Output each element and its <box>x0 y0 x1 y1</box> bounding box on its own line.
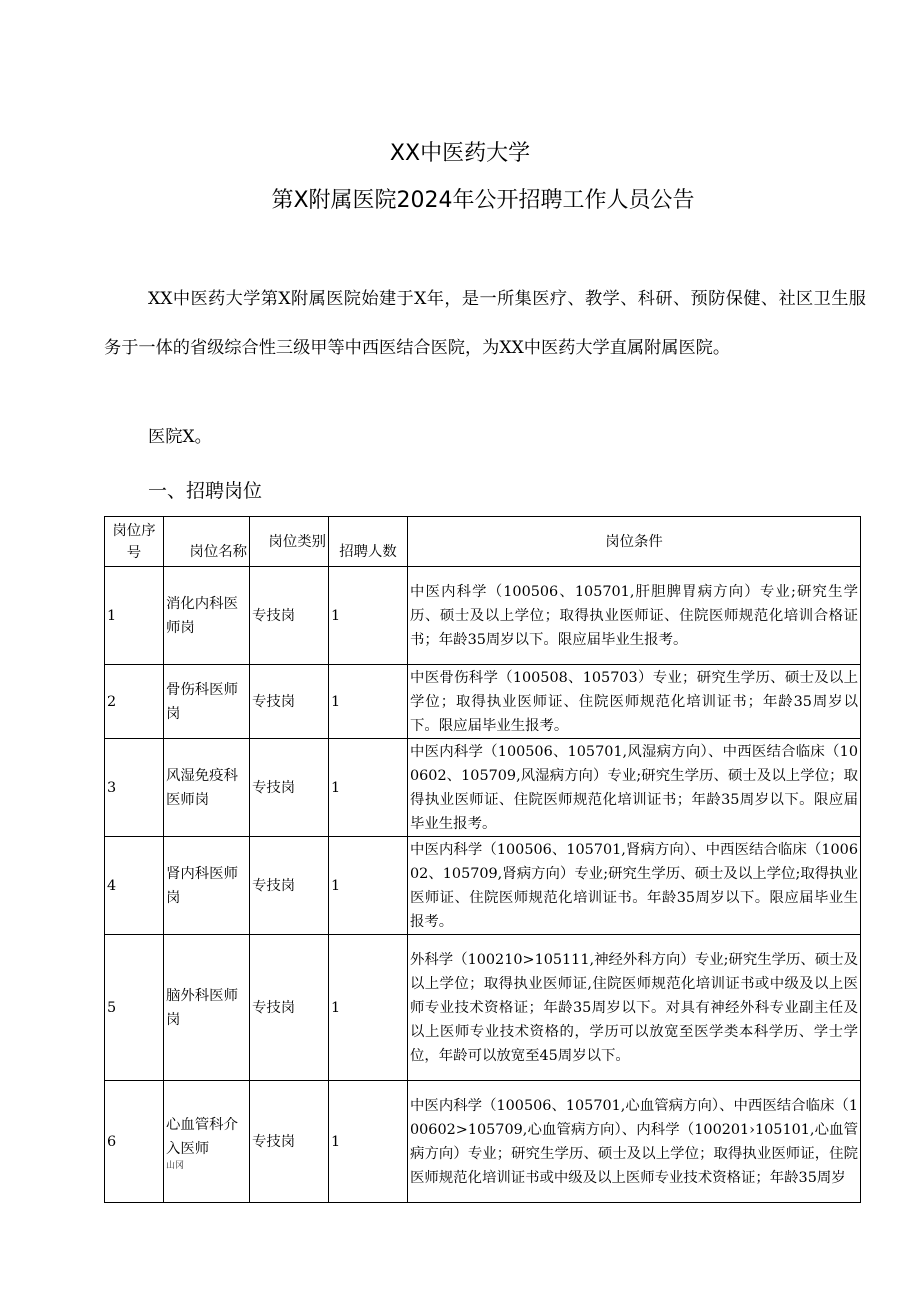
row-count: 1 <box>329 567 408 665</box>
section-heading: 一、招聘岗位 <box>148 480 263 502</box>
row-name-cell <box>164 1081 250 1203</box>
title-line-1: XX中医药大学 <box>389 141 531 166</box>
row-seq: 2 <box>105 665 164 739</box>
row-seq: 1 <box>105 567 164 665</box>
row-category: 专技岗 <box>250 935 329 1081</box>
table-row <box>105 935 861 1081</box>
title-line-2: 第X附属医院2024年公开招聘工作人员公告 <box>271 188 695 213</box>
row-conditions: 中医内科学（100506、105701,风湿病方向）、中西医结合临床（100602、105709,风湿病方向）专业;研究生学历、硕士及以上学位；取得执业医师证、住院医师规范化培训证书；年龄35周岁以下。限应届毕业生报考。 <box>408 739 861 837</box>
table-row <box>105 665 861 739</box>
row-seq: 3 <box>105 739 164 837</box>
header-count: 招聘人数 <box>329 517 408 567</box>
header-conditions: 岗位条件 <box>408 517 861 567</box>
row-category: 专技岗 <box>250 1081 329 1203</box>
row-count: 1 <box>329 935 408 1081</box>
row-name: 骨伤科医师岗 <box>164 665 250 739</box>
row-count: 1 <box>329 837 408 935</box>
row-count: 1 <box>329 739 408 837</box>
table-row <box>105 1081 861 1203</box>
header-category: 岗位类别 <box>250 517 329 567</box>
row-name-tail: 山冈 <box>166 1160 185 1171</box>
row-count: 1 <box>329 1081 408 1203</box>
row-category: 专技岗 <box>250 739 329 837</box>
row-category: 专技岗 <box>250 837 329 935</box>
positions-table <box>104 516 861 1203</box>
note-paragraph: 医院X。 <box>148 427 212 447</box>
row-category: 专技岗 <box>250 665 329 739</box>
row-conditions: 外科学（100210>105111,神经外科方向）专业;研究生学历、硕士及以上学位；取得执业医师证,住院医师规范化培训证书或中级及以上医师专业技术资格证；年龄35周岁以下。对具有神经外科专业副主任及以上医师专业技术资格的，学历可以放宽至医学类本科学历、学士学位，年龄可以放宽至45周岁以下。 <box>408 935 861 1081</box>
row-count: 1 <box>329 665 408 739</box>
row-seq: 5 <box>105 935 164 1081</box>
table-header-row <box>105 517 861 567</box>
header-seq: 岗位序号 <box>105 517 164 567</box>
row-category: 专技岗 <box>250 567 329 665</box>
row-conditions: 中医内科学（100506、105701,心血管病方向）、中西医结合临床（100602>105709,心血管病方向）、内科学（100201›105101,心血管病方向）专业；研究生学历、硕士及以上学位；取得执业医师证，住院医师规范化培训证书或中级及以上医师专业技术资格证；年龄35周岁 <box>408 1081 861 1203</box>
row-name: 心血管科介入医师 <box>166 1116 238 1157</box>
row-conditions: 中医内科学（100506、105701,肝胆脾胃病方向）专业;研究生学历、硕士及以上学位；取得执业医师证、住院医师规范化培训合格证书；年龄35周岁以下。限应届毕业生报考。 <box>408 567 861 665</box>
header-name: 岗位名称 <box>164 517 250 567</box>
row-seq: 6 <box>105 1081 164 1203</box>
row-conditions: 中医内科学（100506、105701,肾病方向）、中西医结合临床（100602、105709,肾病方向）专业;研究生学历、硕士及以上学位;取得执业医师证、住院医师规范化培训证书。年龄35周岁以下。限应届毕业生报考。 <box>408 837 861 935</box>
table-row <box>105 837 861 935</box>
table-row <box>105 739 861 837</box>
table-row <box>105 567 861 665</box>
intro-paragraph: XX中医药大学第X附属医院始建于X年，是一所集医疗、教学、科研、预防保健、社区卫生服务于一体的省级综合性三级甲等中西医结合医院，为XX中医药大学直属附属医院。 <box>104 289 866 358</box>
row-name: 消化内科医师岗 <box>164 567 250 665</box>
row-name: 脑外科医师岗 <box>164 935 250 1081</box>
row-conditions: 中医骨伤科学（100508、105703）专业；研究生学历、硕士及以上学位；取得执业医师证、住院医师规范化培训证书；年龄35周岁以下。限应届毕业生报考。 <box>408 665 861 739</box>
row-name: 肾内科医师岗 <box>164 837 250 935</box>
row-seq: 4 <box>105 837 164 935</box>
row-name: 风湿免疫科医师岗 <box>164 739 250 837</box>
